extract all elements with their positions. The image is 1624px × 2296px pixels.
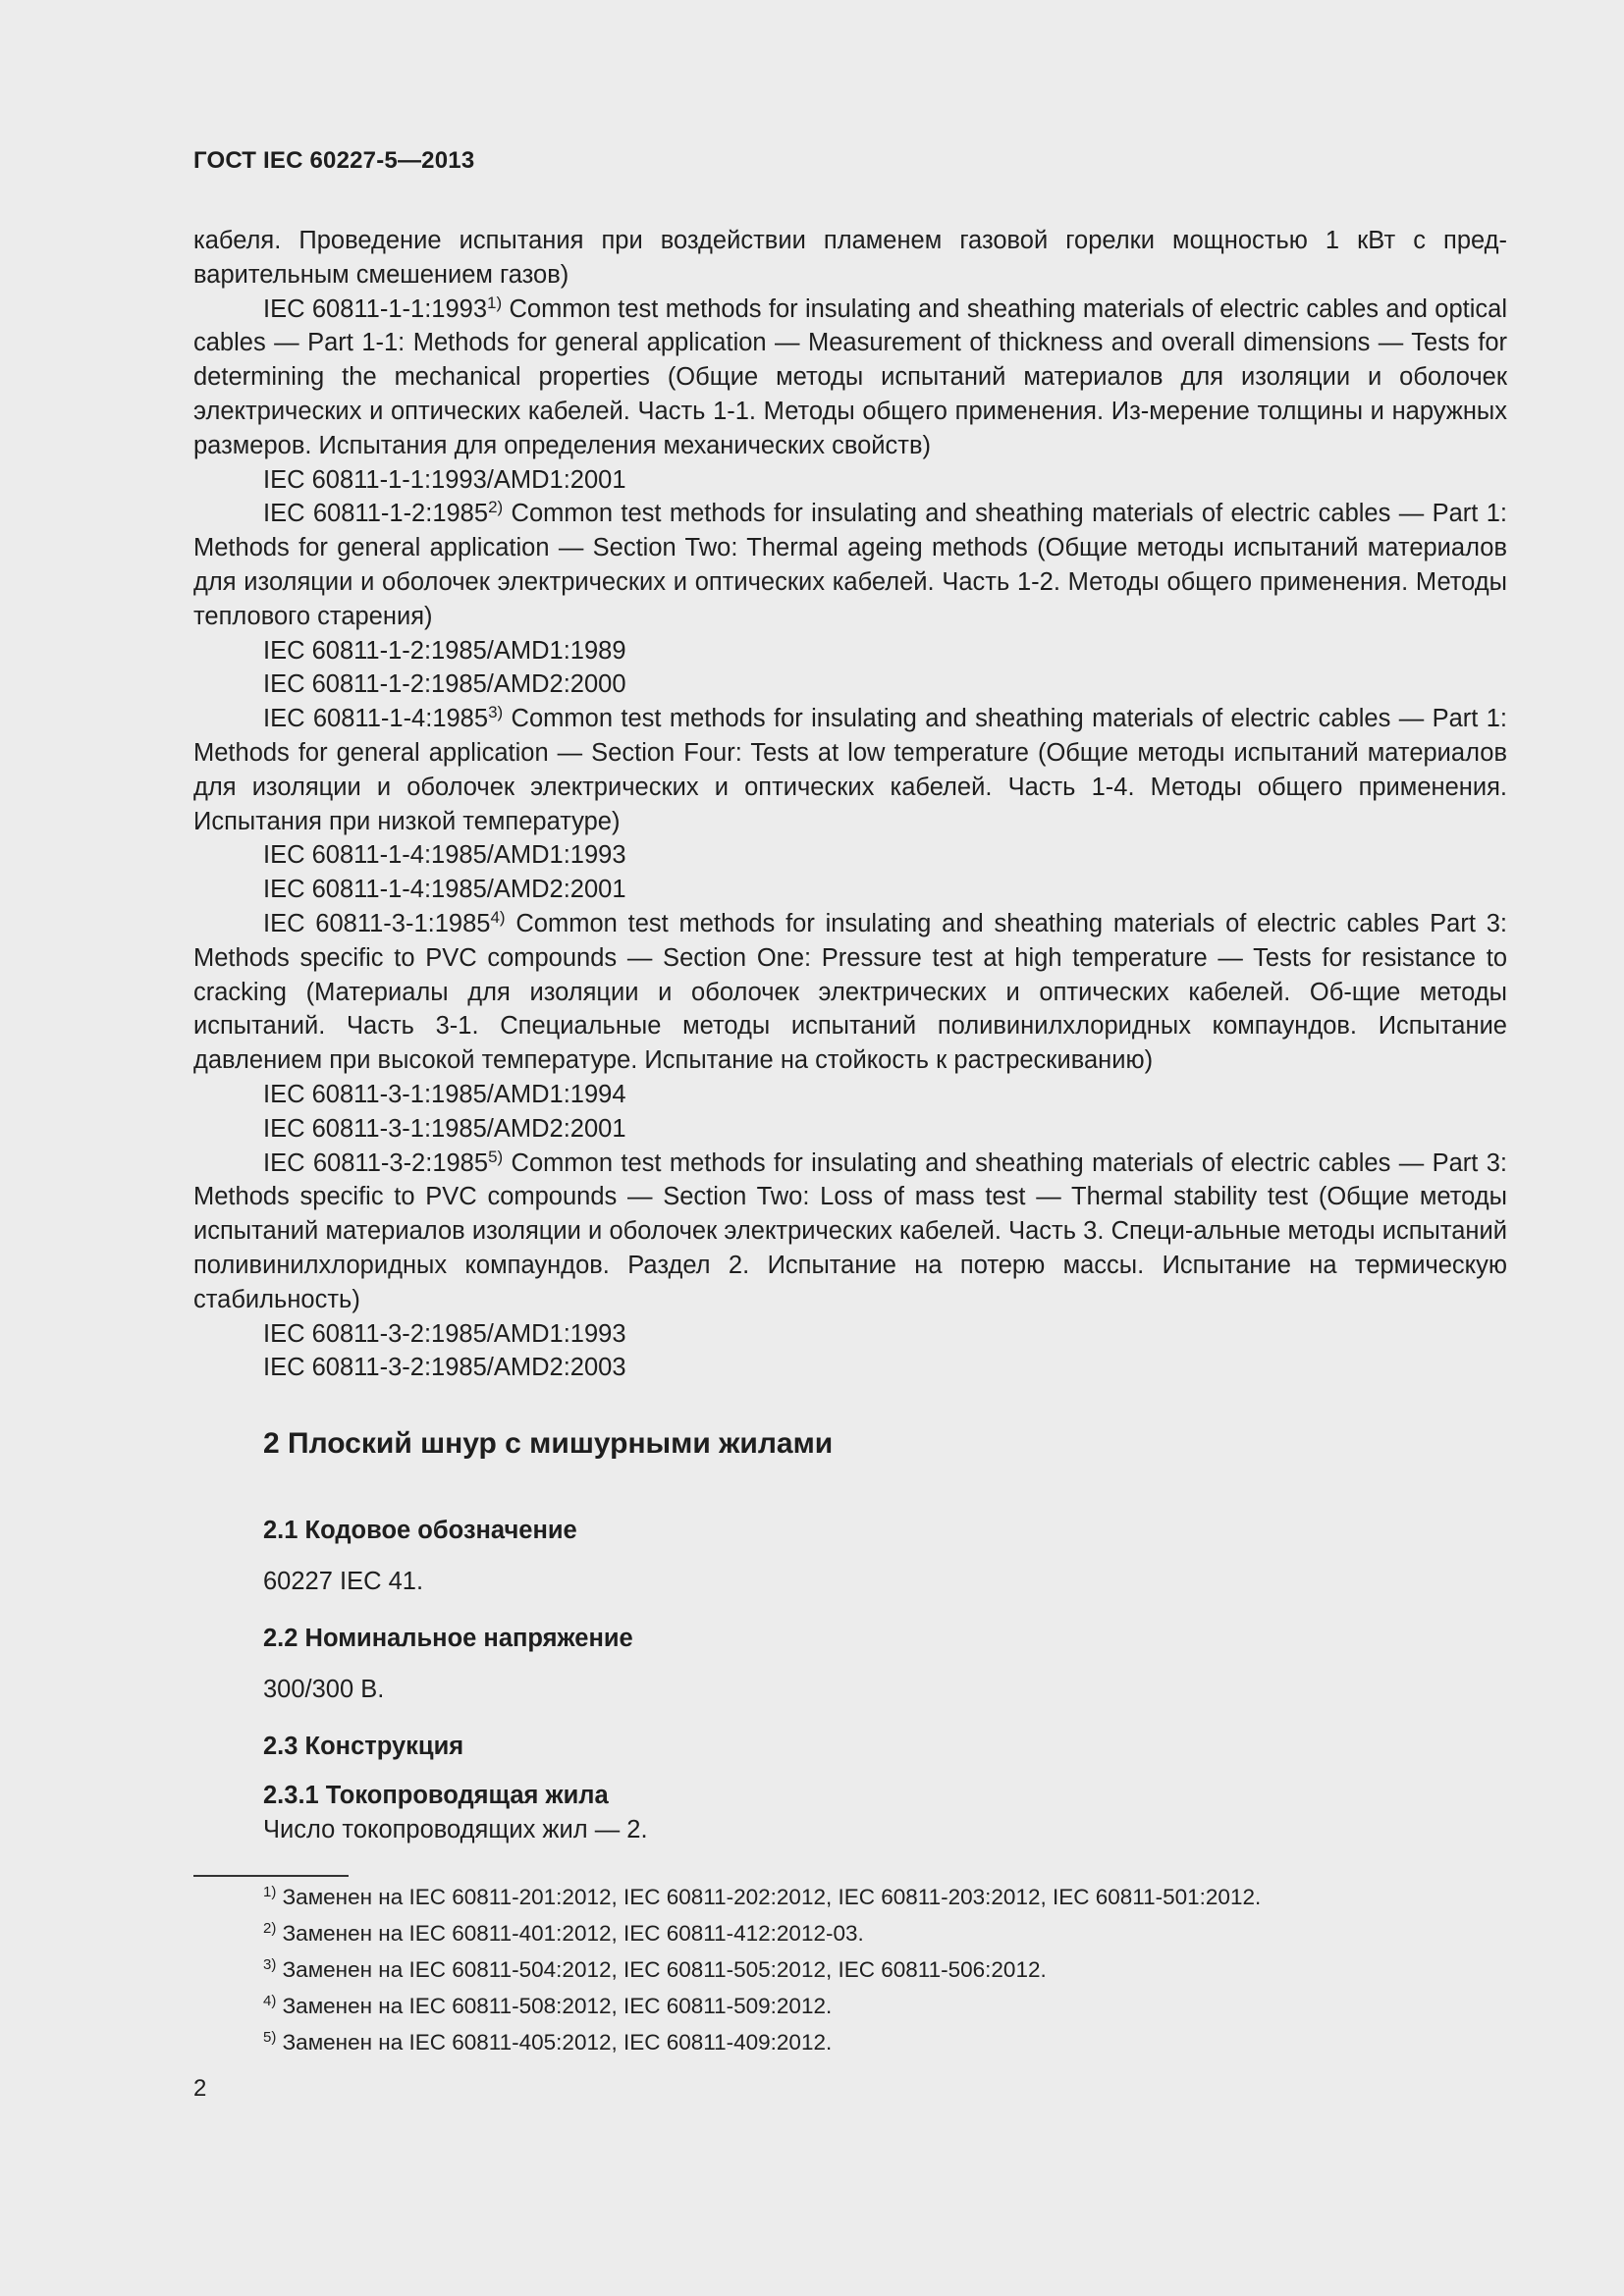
footnote-divider xyxy=(193,1875,349,1877)
footnote-mark: 5) xyxy=(263,2029,277,2046)
footnote xyxy=(263,1957,1047,1983)
footnote-text: Заменен на IEC 60811-201:2012, IEC 60811-202:2012, IEC 60811-203:2012, IEC 60811-501:2012. xyxy=(276,1885,1262,1909)
reference-code: IEC 60811-3-2:1985 xyxy=(263,1148,489,1177)
footnote-text: Заменен на IEC 60811-401:2012, IEC 60811-412:2012-03. xyxy=(276,1921,864,1946)
footnote-mark: 1) xyxy=(487,293,503,312)
footnote xyxy=(263,1921,864,1947)
footnote-text: Заменен на IEC 60811-504:2012, IEC 60811-505:2012, IEC 60811-506:2012. xyxy=(276,1957,1047,1982)
footnote xyxy=(263,2030,832,2056)
reference-title: Common test methods for insulating and sheathing materials of electric cables Part 3: Methods specific to PVC compounds — Section One: Pressure test at high temperature — Tests for resistance to cracking (Материалы для изоляции и оболочек электрических и оптических кабелей. Об-щие методы испытаний. Часть 3-1. Специальные методы испытаний поливинилхлоридных компаундов. Испытание давлением при высокой температуре. Испытание на стойкость к растрескиванию) xyxy=(193,909,1507,1075)
subsection-heading: 2.2 Номинальное напряжение xyxy=(263,1625,633,1652)
reference-entry xyxy=(193,293,1507,463)
subsection-heading: 2.3 Конструкция xyxy=(263,1733,464,1760)
reference-entry xyxy=(193,702,1507,838)
footnote xyxy=(263,1885,1261,1910)
footnote-text: Заменен на IEC 60811-405:2012, IEC 60811-409:2012. xyxy=(276,2030,833,2055)
references-list xyxy=(193,224,1507,1385)
footnote-mark: 4) xyxy=(263,1993,277,2009)
amendment-entry: IEC 60811-3-2:1985/AMD1:1993 xyxy=(263,1319,626,1348)
reference-code: IEC 60811-1-1:1993 xyxy=(263,294,488,323)
footnote-mark: 2) xyxy=(488,498,504,517)
subsection-text: Число токопроводящих жил — 2. xyxy=(263,1816,648,1843)
footnote-mark: 2) xyxy=(263,1920,277,1937)
subsection-text: 300/300 В. xyxy=(263,1676,385,1703)
footnote-mark: 5) xyxy=(488,1147,504,1166)
paragraph: кабеля. Проведение испытания при воздействии пламенем газовой горелки мощностью 1 кВт с пред-варительным смешением газов) xyxy=(193,227,1507,289)
footnote-mark: 1) xyxy=(263,1884,277,1900)
reference-title: Common test methods for insulating and sheathing materials of electric cables — Part 1: Methods for general application — Section Two: Thermal ageing methods (Общие методы испытаний материалов для изоляции и оболочек электрических и оптических кабелей. Часть 1-2. Методы общего применения. Методы теплового старения) xyxy=(193,500,1507,630)
footnote-mark: 4) xyxy=(490,907,506,927)
section-heading: 2 Плоский шнур с мишурными жилами xyxy=(263,1427,834,1460)
reference-entry xyxy=(193,1147,1507,1317)
reference-code: IEC 60811-1-2:1985 xyxy=(263,500,489,528)
document-header: ГОСТ IEC 60227-5—2013 xyxy=(193,147,475,174)
amendment-entry: IEC 60811-1-2:1985/AMD2:2000 xyxy=(263,670,626,699)
amendment-entry: IEC 60811-3-2:1985/AMD2:2003 xyxy=(263,1354,626,1382)
reference-code: IEC 60811-3-1:1985 xyxy=(263,909,491,937)
subsubsection-heading: 2.3.1 Токопроводящая жила xyxy=(263,1782,609,1809)
reference-title: Common test methods for insulating and sheathing materials of electric cables — Part 1: Methods for general application — Section Four: Tests at low temperature (Общие методы испытаний материалов для изоляции и оболочек электрических и оптических кабелей. Часть 1-4. Методы общего применения. Испытания при низкой температуре) xyxy=(193,705,1507,835)
amendment-entry: IEC 60811-1-1:1993/AMD1:2001 xyxy=(263,465,626,494)
amendment-entry: IEC 60811-3-1:1985/AMD1:1994 xyxy=(263,1080,626,1108)
reference-entry xyxy=(193,907,1507,1078)
footnote-mark: 3) xyxy=(263,1956,277,1973)
footnote-text: Заменен на IEC 60811-508:2012, IEC 60811-509:2012. xyxy=(276,1994,833,2018)
amendment-entry: IEC 60811-1-2:1985/AMD1:1989 xyxy=(263,636,626,665)
amendment-entry: IEC 60811-1-4:1985/AMD2:2001 xyxy=(263,876,626,904)
footnote-mark: 3) xyxy=(488,703,504,722)
reference-entry xyxy=(193,497,1507,633)
reference-title: Common test methods for insulating and sheathing materials of electric cables and optical cables — Part 1-1: Methods for general application — Measurement of thickness and overall dimensions — Tests for determining the mechanical properties (Общие методы испытаний материалов для изоляции и оболочек электрических и оптических кабелей. Часть 1-1. Методы общего применения. Из-мерение толщины и наружных размеров. Испытания для определения механических свойств) xyxy=(193,294,1507,459)
amendment-entry: IEC 60811-3-1:1985/AMD2:2001 xyxy=(263,1114,626,1143)
subsection-heading: 2.1 Кодовое обозначение xyxy=(263,1517,577,1544)
subsection-text: 60227 IEC 41. xyxy=(263,1568,424,1595)
reference-title: Common test methods for insulating and sheathing materials of electric cables — Part 3: Methods specific to PVC compounds — Section Two: Loss of mass test — Thermal stability test (Общие методы испытаний материалов изоляции и оболочек электрических кабелей. Часть 3. Специ-альные методы испытаний поливинилхлоридных компаундов. Раздел 2. Испытание на потерю массы. Испытание на термическую стабильность) xyxy=(193,1148,1507,1313)
footnote xyxy=(263,1994,832,2019)
page-number: 2 xyxy=(193,2075,207,2102)
amendment-entry: IEC 60811-1-4:1985/AMD1:1993 xyxy=(263,841,626,870)
reference-code: IEC 60811-1-4:1985 xyxy=(263,705,489,733)
